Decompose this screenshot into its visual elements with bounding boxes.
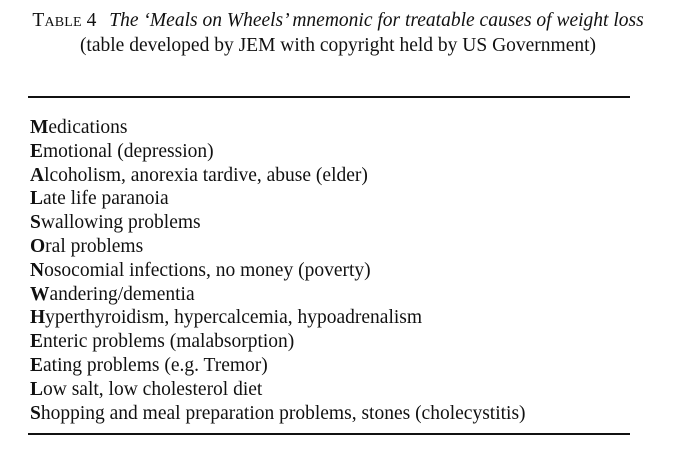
mnemonic-letter: S <box>30 402 41 424</box>
mnemonic-letter: E <box>30 140 44 162</box>
table-label: Table <box>32 10 82 31</box>
mnemonic-text: hopping and meal preparation problems, stones (cholecystitis) <box>40 402 526 424</box>
list-item <box>30 378 630 402</box>
table-number: 4 <box>86 10 97 31</box>
mnemonic-letter: M <box>30 117 49 138</box>
mnemonic-text: yperthyroidism, hypercalcemia, hypoadrenalism <box>45 307 423 329</box>
list-item <box>30 235 630 259</box>
mnemonic-text: osocomial infections, no money (poverty) <box>44 259 371 281</box>
list-item <box>30 402 630 426</box>
mnemonic-list <box>30 116 630 425</box>
table-bottom-rule <box>28 433 630 435</box>
mnemonic-letter: E <box>30 331 44 353</box>
mnemonic-text: ow salt, low cholesterol diet <box>43 378 263 400</box>
list-item <box>30 140 630 164</box>
table-title-rest: (table developed by JEM with copyright held by US Government) <box>79 35 597 56</box>
list-item <box>30 211 630 235</box>
list-item <box>30 330 630 354</box>
mnemonic-text: wallowing problems <box>40 212 201 234</box>
mnemonic-letter: H <box>30 307 46 329</box>
mnemonic-text: nteric problems (malabsorption) <box>43 331 295 353</box>
table-top-rule <box>28 96 630 98</box>
mnemonic-letter: O <box>30 235 46 257</box>
mnemonic-letter: E <box>30 354 44 376</box>
list-item <box>30 354 630 378</box>
mnemonic-text: andering/dementia <box>49 283 195 305</box>
mnemonic-letter: S <box>30 212 41 234</box>
mnemonic-letter: A <box>30 164 45 186</box>
list-item <box>30 187 630 211</box>
table-title-italic: The ‘Meals on Wheels’ mnemonic for treatable causes of weight loss <box>109 10 644 31</box>
list-item <box>30 164 630 188</box>
mnemonic-letter: L <box>30 378 44 400</box>
table-caption <box>30 8 646 58</box>
mnemonic-letter: W <box>30 283 50 305</box>
mnemonic-text: ating problems (e.g. Tremor) <box>43 354 268 376</box>
mnemonic-letter: L <box>30 188 44 210</box>
list-item <box>30 259 630 283</box>
list-item <box>30 116 630 140</box>
mnemonic-text: lcoholism, anorexia tardive, abuse (elder) <box>44 164 368 186</box>
mnemonic-text: ral problems <box>45 235 144 257</box>
mnemonic-letter: N <box>30 259 45 281</box>
list-item <box>30 283 630 307</box>
list-item <box>30 306 630 330</box>
mnemonic-text: ate life paranoia <box>43 188 169 210</box>
mnemonic-text: motional (depression) <box>43 140 214 162</box>
mnemonic-text: edications <box>48 117 128 138</box>
